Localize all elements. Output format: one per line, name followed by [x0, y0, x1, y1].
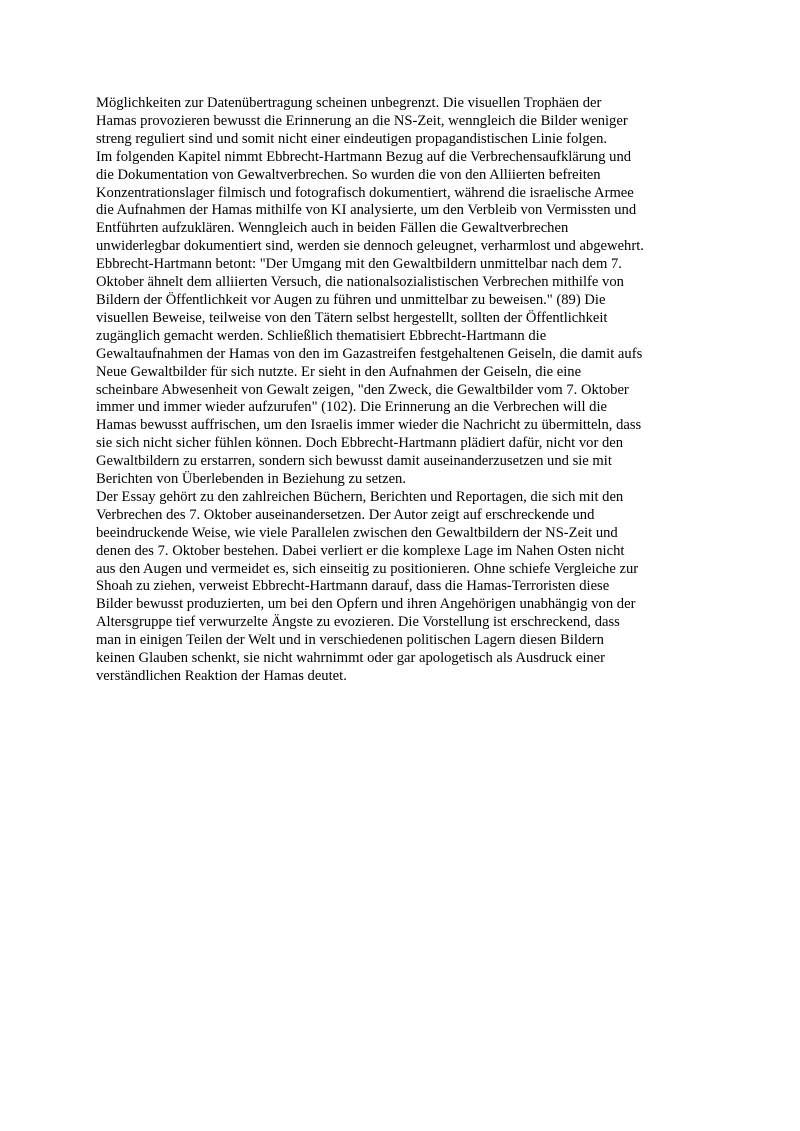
text-line: Shoah zu ziehen, verweist Ebbrecht-Hartmann darauf, dass die Hamas-Terroristen diese	[96, 578, 610, 595]
text-line: Gewaltbildern zu erstarren, sondern sich bewusst damit auseinanderzusetzen und sie mit	[96, 453, 612, 470]
text-line: zugänglich gemacht werden. Schließlich thematisiert Ebbrecht-Hartmann die	[96, 327, 547, 344]
text-line: die Dokumentation von Gewaltverbrechen. So wurden die von den Alliierten befreiten	[96, 166, 601, 183]
text-line: Der Essay gehört zu den zahlreichen Büchern, Berichten und Reportagen, die sich mit den	[96, 488, 624, 505]
text-line: die Aufnahmen der Hamas mithilfe von KI analysierte, um den Verbleib von Vermissten und	[96, 202, 637, 219]
text-line: Neue Gewaltbilder für sich nutzte. Er sieht in den Aufnahmen der Geiseln, die eine	[96, 363, 582, 380]
text-line: keinen Glauben schenkt, sie nicht wahrnimmt oder gar apologetisch als Ausdruck einer	[96, 650, 606, 667]
text-line: Bilder bewusst produzierten, um bei den Opfern und ihren Angehörigen unabhängig von der	[96, 596, 636, 613]
text-line: immer und immer wieder aufzurufen" (102). Die Erinnerung an die Verbrechen will die	[96, 399, 608, 416]
text-line: Oktober ähnelt dem alliierten Versuch, die nationalsozialistischen Verbrechen mithilfe von	[96, 274, 624, 291]
text-line: Entführten aufzuklären. Wenngleich auch in beiden Fällen die Gewaltverbrechen	[96, 220, 569, 237]
text-line: aus den Augen und vermeidet es, sich einseitig zu positionieren. Ohne schiefe Vergleiche zur	[96, 560, 639, 577]
text-line: Verbrechen des 7. Oktober auseinandersetzen. Der Autor zeigt auf erschreckende und	[96, 506, 595, 523]
text-line: Möglichkeiten zur Datenübertragung scheinen unbegrenzt. Die visuellen Trophäen der	[96, 95, 602, 111]
text-line: Berichten von Überlebenden in Beziehung zu setzen.	[96, 471, 407, 488]
text-line: Hamas bewusst auffrischen, um den Israelis immer wieder die Nachricht zu übermitteln, dass	[96, 417, 642, 434]
text-line: Im folgenden Kapitel nimmt Ebbrecht-Hartmann Bezug auf die Verbrechensaufklärung und	[96, 148, 632, 165]
text-line: denen des 7. Oktober bestehen. Dabei verliert er die komplexe Lage im Nahen Osten nicht	[96, 542, 625, 559]
text-line: Bildern der Öffentlichkeit vor Augen zu führen und unmittelbar zu beweisen." (89) Die	[96, 291, 606, 308]
text-line: Gewaltaufnahmen der Hamas von den im Gazastreifen festgehaltenen Geiseln, die damit aufs	[96, 345, 643, 362]
text-line: streng reguliert sind und somit nicht einer eindeutigen propagandistischen Linie folgen.	[96, 130, 608, 147]
text-line: unwiderlegbar dokumentiert sind, werden sie dennoch geleugnet, verharmlost und abgewehrt.	[96, 238, 644, 255]
text-line: Konzentrationslager filmisch und fotografisch dokumentiert, während die israelische Armee	[96, 184, 634, 201]
text-line: Hamas provozieren bewusst die Erinnerung an die NS-Zeit, wenngleich die Bilder weniger	[96, 112, 628, 129]
text-line: visuellen Beweise, teilweise von den Tätern selbst hergestellt, sollten der Öffentlichkeit	[96, 309, 608, 326]
body-text	[96, 95, 716, 686]
text-line: man in einigen Teilen der Welt und in verschiedenen politischen Lagern diesen Bildern	[96, 632, 604, 649]
text-line: Altersgruppe tief verwurzelte Ängste zu evozieren. Die Vorstellung ist erschreckend, dass	[96, 614, 620, 631]
text-line: scheinbare Abwesenheit von Gewalt zeigen, "den Zweck, die Gewaltbilder vom 7. Oktober	[96, 381, 629, 398]
text-line: sie sich nicht sicher fühlen können. Doch Ebbrecht-Hartmann plädiert dafür, nicht vor den	[96, 435, 624, 452]
text-line: verständlichen Reaktion der Hamas deutet.	[96, 668, 347, 684]
text-line: Ebbrecht-Hartmann betont: "Der Umgang mit den Gewaltbildern unmittelbar nach dem 7.	[96, 256, 622, 273]
text-line: beeindruckende Weise, wie viele Parallelen zwischen den Gewaltbildern der NS-Zeit und	[96, 524, 618, 541]
